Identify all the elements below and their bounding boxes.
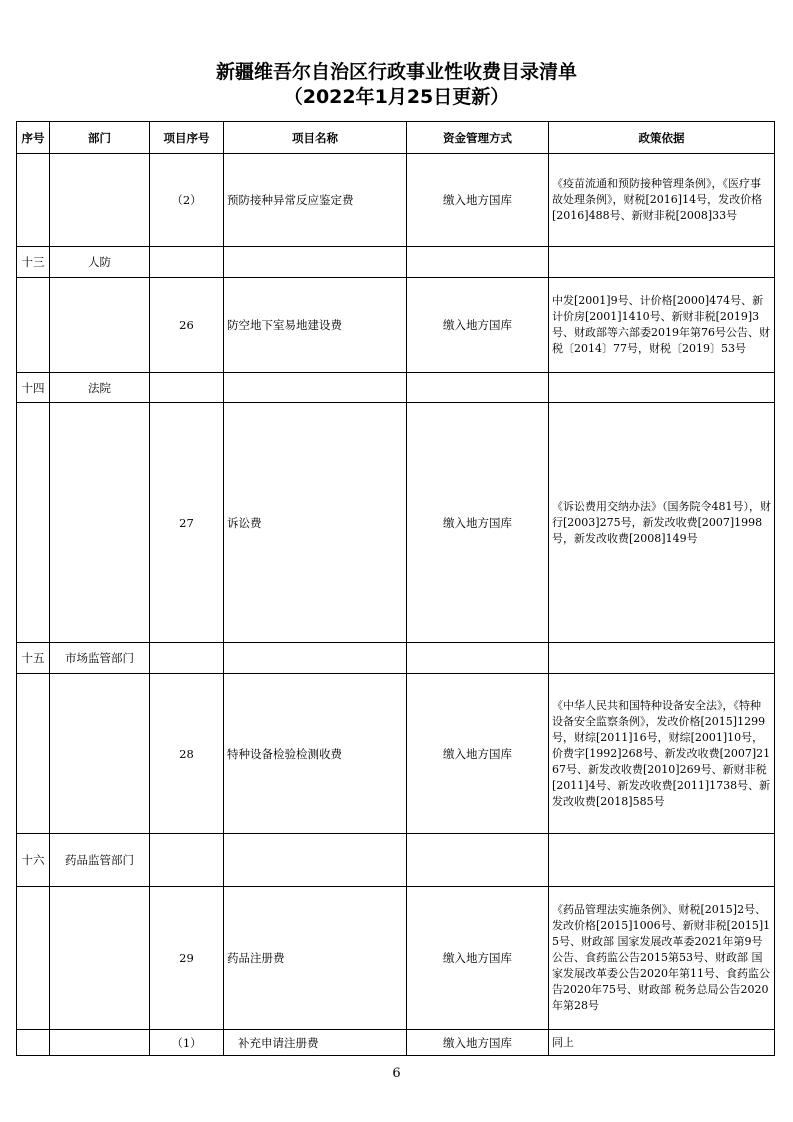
cell-item-no: （2）: [150, 154, 224, 247]
table-row: [17, 154, 775, 247]
cell-policy: 中发[2001]9号、计价格[2000]474号、新计价房[2001]1410号、新财非税[2019]3号、财政部等六部委2019年第76号公告、财税〔2014〕77号，财税〔2019〕53号: [549, 278, 775, 373]
header-policy: 政策依据: [549, 122, 775, 154]
cell-policy: 《疫苗流通和预防接种管理条例》，《医疗事故处理条例》，财税[2016]14号，发改价格[2016]488号、新财非税[2008]33号: [549, 154, 775, 247]
cell-item-name: 药品注册费: [224, 887, 407, 1030]
cell-item-no: 27: [150, 403, 224, 643]
cell-seq: 十六: [17, 834, 50, 887]
cell-policy: 《诉讼费用交纳办法》（国务院令481号），财行[2003]275号，新发改收费[2007]1998号，新发改收费[2008]149号: [549, 403, 775, 643]
table-row: [17, 1030, 775, 1056]
table-header-row: [17, 122, 775, 154]
cell-fund-method: 缴入地方国库: [407, 1030, 549, 1056]
cell-item-no: [150, 834, 224, 887]
cell-dept: [50, 674, 150, 834]
cell-item-no: [150, 643, 224, 674]
cell-item-name: 特种设备检验检测收费: [224, 674, 407, 834]
header-dept: 部门: [50, 122, 150, 154]
cell-item-no: 28: [150, 674, 224, 834]
cell-fund-method: 缴入地方国库: [407, 278, 549, 373]
cell-policy: 《中华人民共和国特种设备安全法》，《特种设备安全监察条例》，发改价格[2015]1299号，财综[2011]16号，财综[2001]10号，价费字[1992]268号、新发改收费[2007]2167号、新发改收费[2010]269号、新财非税[2011]4号、新发改收费[2011]1738号、新发改收费[2018]585号: [549, 674, 775, 834]
cell-seq: 十四: [17, 373, 50, 403]
table-row: [17, 373, 775, 403]
page-subtitle: （2022年1月25日更新）: [283, 86, 510, 108]
cell-policy: 同上: [549, 1030, 775, 1056]
cell-seq: [17, 887, 50, 1030]
cell-dept: [50, 154, 150, 247]
cell-seq: 十五: [17, 643, 50, 674]
table-row: [17, 403, 775, 643]
cell-item-name: 补充申请注册费: [224, 1030, 407, 1056]
cell-item-name: [224, 247, 407, 278]
cell-policy: [549, 643, 775, 674]
cell-item-no: （1）: [150, 1030, 224, 1056]
cell-dept: 市场监管部门: [50, 643, 150, 674]
cell-dept: 法院: [50, 373, 150, 403]
header-item-name: 项目名称: [224, 122, 407, 154]
cell-seq: [17, 1030, 50, 1056]
cell-seq: [17, 674, 50, 834]
cell-dept: [50, 1030, 150, 1056]
cell-dept: 药品监管部门: [50, 834, 150, 887]
cell-item-name: [224, 834, 407, 887]
page-title: 新疆维吾尔自治区行政事业性收费目录清单: [215, 61, 577, 83]
cell-policy: [549, 247, 775, 278]
cell-policy: [549, 834, 775, 887]
cell-fund-method: 缴入地方国库: [407, 154, 549, 247]
cell-seq: [17, 403, 50, 643]
cell-fund-method: [407, 834, 549, 887]
cell-fund-method: 缴入地方国库: [407, 887, 549, 1030]
cell-item-name: 诉讼费: [224, 403, 407, 643]
cell-fund-method: 缴入地方国库: [407, 674, 549, 834]
table-row: [17, 887, 775, 1030]
cell-dept: 人防: [50, 247, 150, 278]
table-row: [17, 834, 775, 887]
cell-seq: [17, 278, 50, 373]
table-row: [17, 674, 775, 834]
cell-item-name: [224, 373, 407, 403]
cell-fund-method: [407, 247, 549, 278]
cell-policy: 《药品管理法实施条例》、财税[2015]2号、发改价格[2015]1006号、新财非税[2015]15号、财政部 国家发展改革委2021年第9号公告、食药监公告2015第53号、财政部 国家发展改革委公告2020年第11号、食药监公告2020年75号、财政部 税务总局公告2020年第28号: [549, 887, 775, 1030]
cell-fund-method: [407, 643, 549, 674]
cell-item-name: [224, 643, 407, 674]
cell-dept: [50, 403, 150, 643]
cell-dept: [50, 887, 150, 1030]
cell-fund-method: 缴入地方国库: [407, 403, 549, 643]
header-item-no: 项目序号: [150, 122, 224, 154]
cell-item-no: [150, 247, 224, 278]
cell-item-no: [150, 373, 224, 403]
fee-table: [16, 121, 775, 1056]
cell-item-no: 29: [150, 887, 224, 1030]
cell-policy: [549, 373, 775, 403]
table-row: [17, 643, 775, 674]
cell-seq: 十三: [17, 247, 50, 278]
cell-item-no: 26: [150, 278, 224, 373]
cell-item-name: 预防接种异常反应鉴定费: [224, 154, 407, 247]
page-number: 6: [392, 1066, 401, 1081]
header-seq: 序号: [17, 122, 50, 154]
table-row: [17, 278, 775, 373]
cell-seq: [17, 154, 50, 247]
cell-dept: [50, 278, 150, 373]
cell-item-name: 防空地下室易地建设费: [224, 278, 407, 373]
header-fund-method: 资金管理方式: [407, 122, 549, 154]
table-row: [17, 247, 775, 278]
cell-fund-method: [407, 373, 549, 403]
